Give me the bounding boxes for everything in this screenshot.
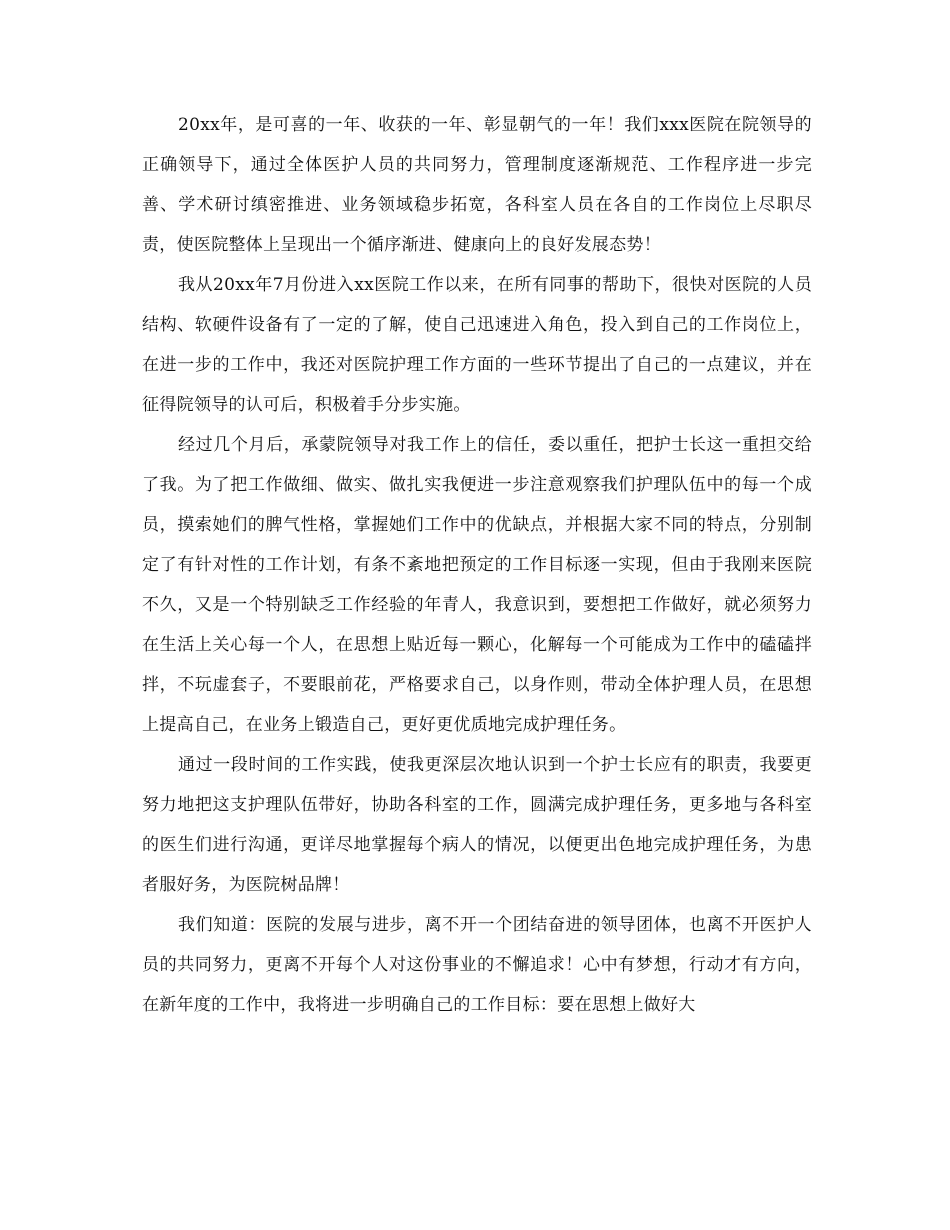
paragraph-5: 我们知道：医院的发展与进步，离不开一个团结奋进的领导团体，也离不开医护人员的共同努力，更离不开每个人对这份事业的不懈追求！心中有梦想，行动才有方向，在新年度的工作中，我将进一步明确自己的工作目标：要在思想上做好大 <box>142 915 812 1015</box>
document-body <box>142 105 812 1025</box>
paragraph-3: 经过几个月后，承蒙院领导对我工作上的信任，委以重任，把护士长这一重担交给了我。为了把工作做细、做实、做扎实我便进一步注意观察我们护理队伍中的每一个成员，摸索她们的脾气性格，掌握她们工作中的优缺点，并根据大家不同的特点，分别制定了有针对性的工作计划，有条不紊地把预定的工作目标逐一实现，但由于我刚来医院不久，又是一个特别缺乏工作经验的年青人，我意识到，要想把工作做好，就必须努力在生活上关心每一个人，在思想上贴近每一颗心，化解每一个可能成为工作中的磕磕拌拌，不玩虚套子，不要眼前花，严格要求自己，以身作则，带动全体护理人员，在思想上提高自己，在业务上锻造自己，更好更优质地完成护理任务。 <box>142 435 812 735</box>
paragraph-1: 20xx年，是可喜的一年、收获的一年、彰显朝气的一年！我们xxx医院在院领导的正确领导下，通过全体医护人员的共同努力，管理制度逐渐规范、工作程序进一步完善、学术研讨缜密推进、业务领域稳步拓宽，各科室人员在各自的工作岗位上尽职尽责，使医院整体上呈现出一个循序渐进、健康向上的良好发展态势！ <box>142 115 812 255</box>
paragraph-2: 我从20xx年7月份进入xx医院工作以来，在所有同事的帮助下，很快对医院的人员结构、软硬件设备有了一定的了解，使自己迅速进入角色，投入到自己的工作岗位上，在进一步的工作中，我还对医院护理工作方面的一些环节提出了自己的一点建议，并在征得院领导的认可后，积极着手分步实施。 <box>142 275 812 415</box>
paragraph-4: 通过一段时间的工作实践，使我更深层次地认识到一个护士长应有的职责，我要更努力地把这支护理队伍带好，协助各科室的工作，圆满完成护理任务，更多地与各科室的医生们进行沟通，更详尽地掌握每个病人的情况，以便更出色地完成护理任务，为患者服好务，为医院树品牌！ <box>142 755 812 895</box>
